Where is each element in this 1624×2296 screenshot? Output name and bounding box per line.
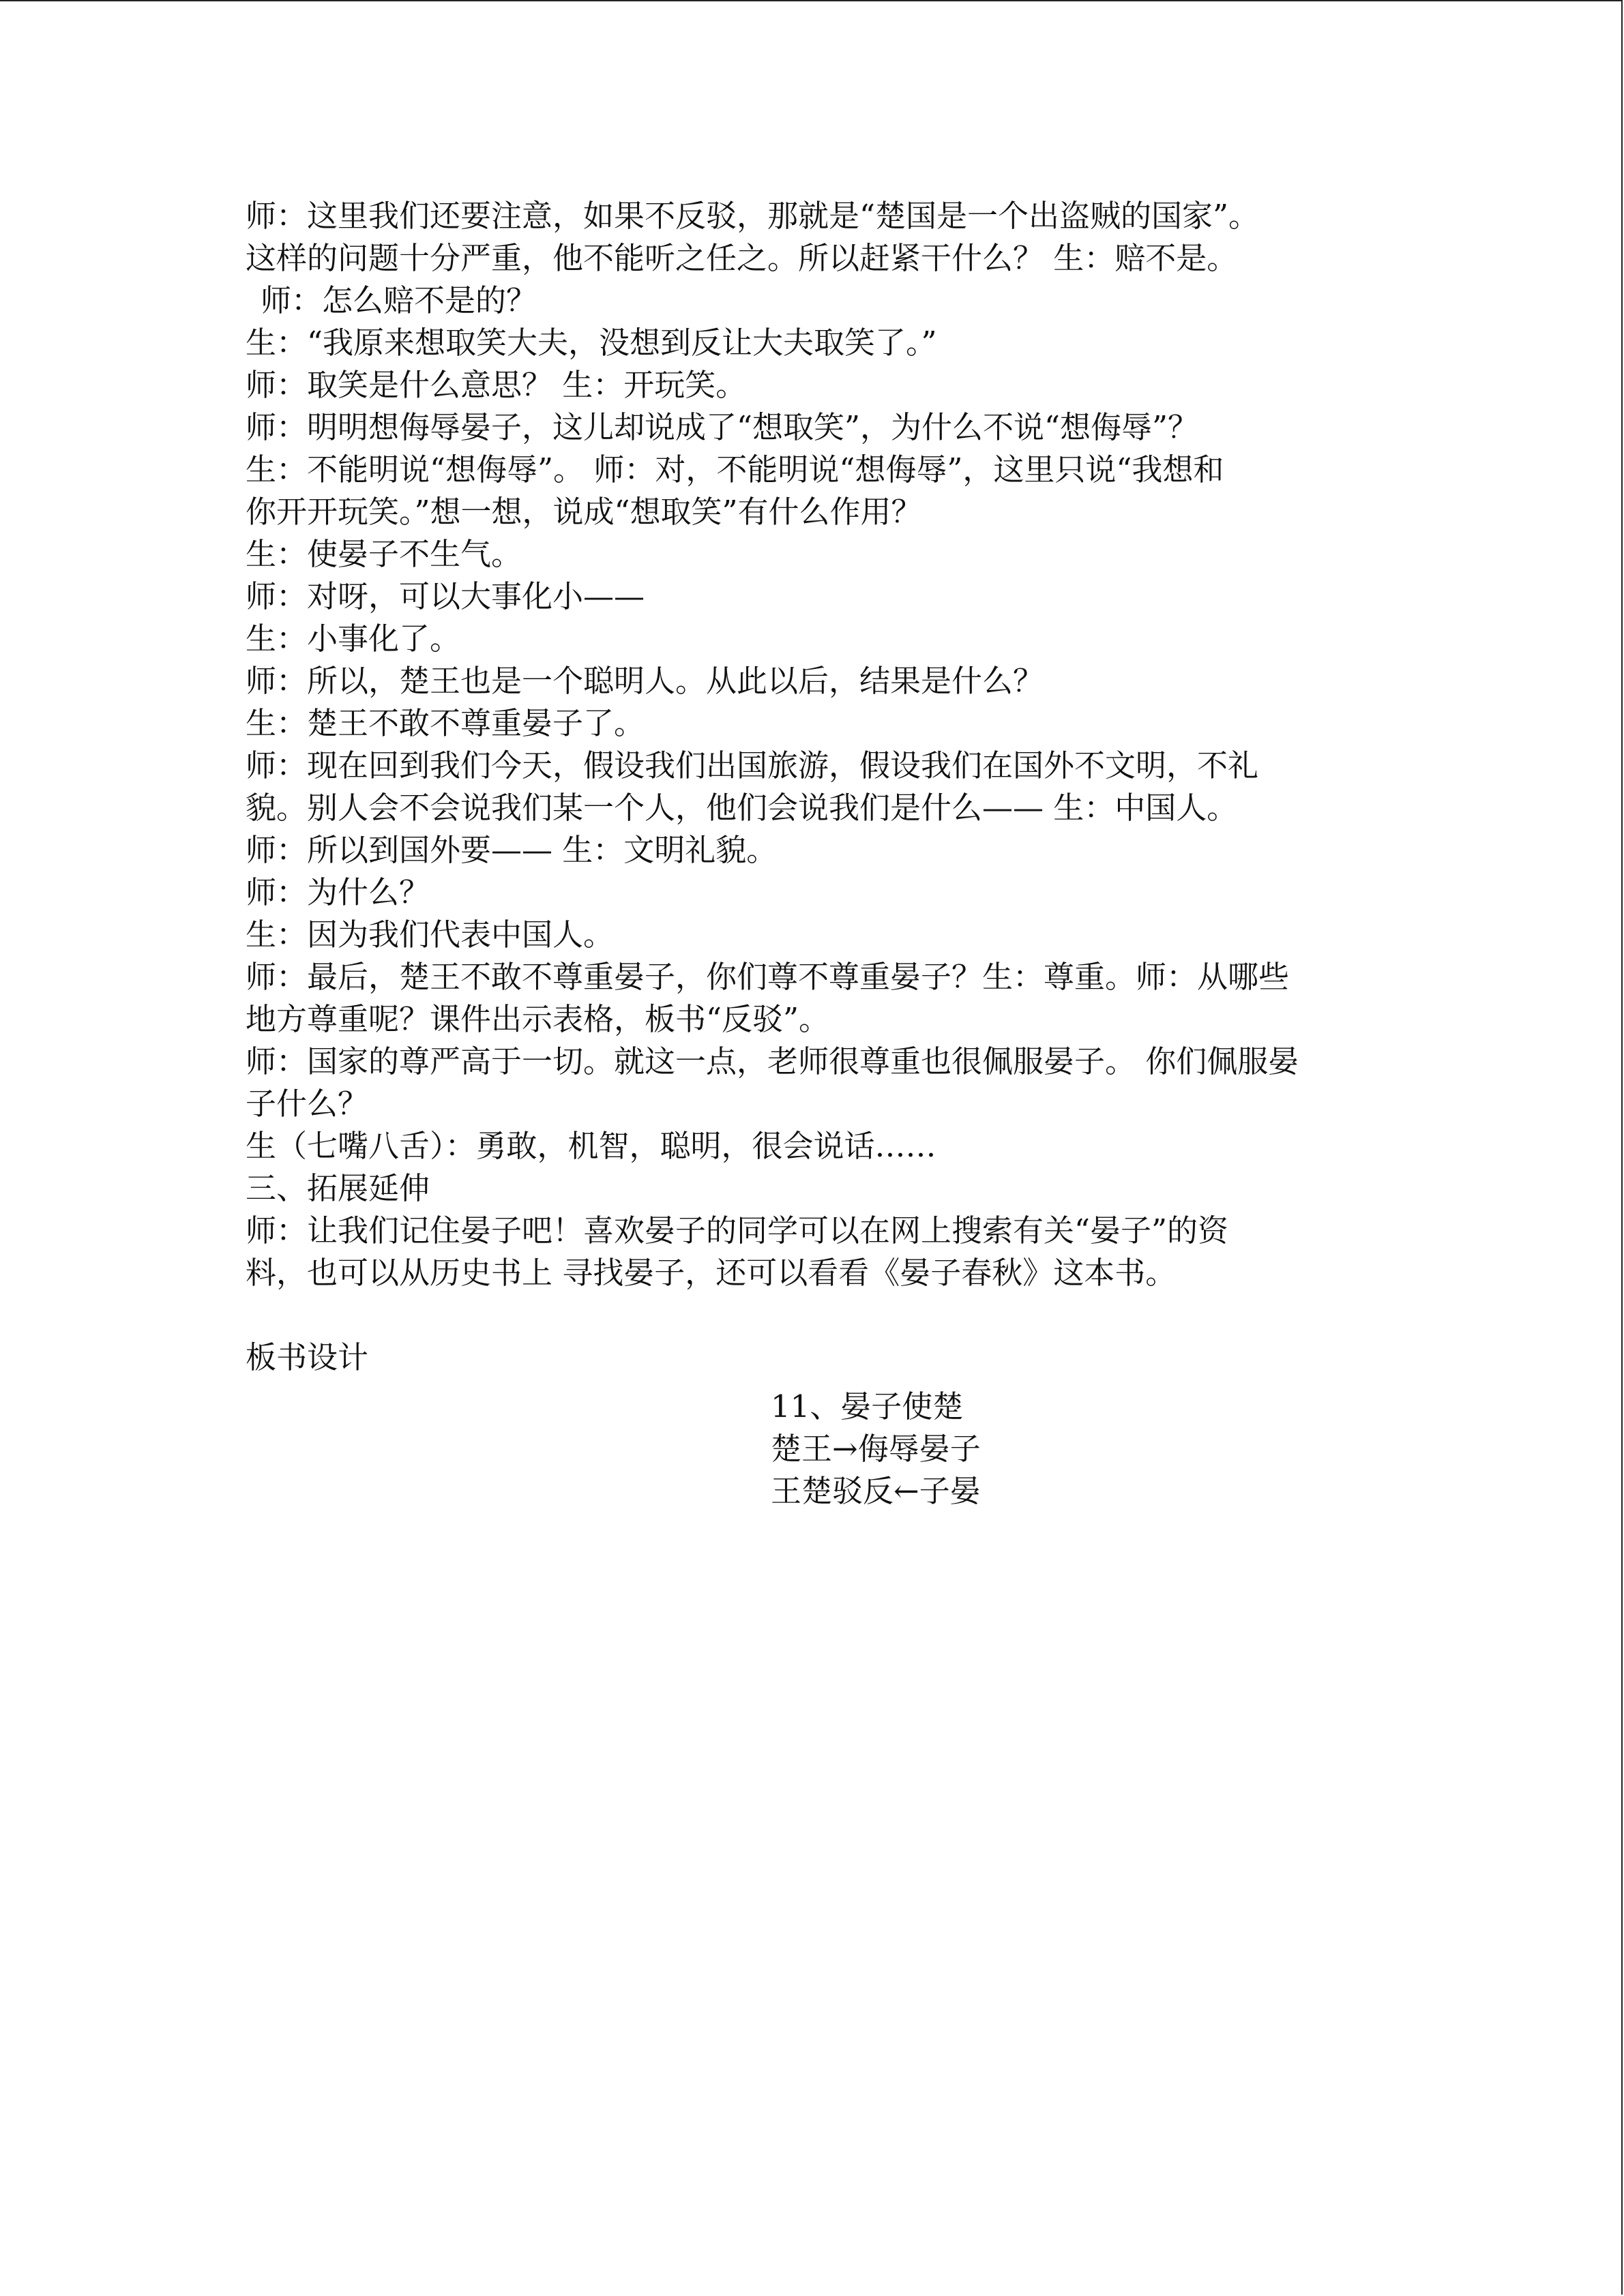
text-line: 生：使晏子不生气。 [246, 536, 522, 572]
text-line: 师：国家的尊严高于一切。就这一点，老师很尊重也很佩服晏子。 你们佩服晏 [246, 1043, 1299, 1079]
text-line: 子什么？ [246, 1086, 369, 1122]
board-line: 楚王→侮辱晏子 [771, 1431, 981, 1467]
text-line: 生（七嘴八舌）：勇敢，机智，聪明，很会说话…… [246, 1128, 936, 1164]
text-line: 师：现在回到我们今天，假设我们出国旅游，假设我们在国外不文明，不礼 [246, 747, 1259, 784]
document-body [246, 195, 1391, 1379]
text-line: 生：不能明说“想侮辱”。 师：对，不能明说“想侮辱”，这里只说“我想和 [246, 451, 1224, 488]
text-line: 貌。别人会不会说我们某一个人，他们会说我们是什么—— 生：中国人。 [246, 790, 1238, 826]
board-title: 11、晏子使楚 [771, 1388, 964, 1425]
text-line: 师：所以到国外要—— 生：文明礼貌。 [246, 832, 778, 868]
text-line: 师：明明想侮辱晏子，这儿却说成了“想取笑”，为什么不说“想侮辱”？ [246, 409, 1199, 445]
text-line: 生：小事化了。 [246, 621, 461, 657]
text-line: 师：取笑是什么意思？ 生：开玩笑。 [246, 367, 747, 403]
text-line: 师：为什么？ [246, 874, 430, 910]
text-line: 生：“我原来想取笑大夫，没想到反让大夫取笑了。” [246, 325, 937, 361]
board-design-heading: 板书设计 [246, 1339, 369, 1375]
text-line: 师：所以，楚王也是一个聪明人。从此以后，结果是什么？ [246, 663, 1044, 699]
text-line: 你开开玩笑。”想一想，说成“想取笑”有什么作用？ [246, 494, 922, 530]
text-line: 师：怎么赔不是的？ [261, 282, 537, 318]
section-heading: 三、拓展延伸 [246, 1170, 430, 1206]
text-line: 生：因为我们代表中国人。 [246, 916, 615, 953]
text-line: 师：最后，楚王不敢不尊重晏子，你们尊不尊重晏子？生：尊重。师：从哪些 [246, 959, 1290, 995]
text-line: 地方尊重呢？课件出示表格，板书“反驳”。 [246, 1001, 830, 1037]
text-line: 师：对呀，可以大事化小—— [246, 578, 645, 614]
text-line: 料，也可以从历史书上 寻找晏子，还可以看看《晏子春秋》这本书。 [246, 1255, 1177, 1291]
board-design [771, 1386, 981, 1512]
blank-line [246, 1294, 1391, 1337]
board-line: 王楚驳反←子晏 [771, 1473, 981, 1509]
text-line: 这样的问题十分严重，他不能听之任之。所以赶紧干什么？ 生：赔不是。 [246, 240, 1238, 276]
text-line: 师：让我们记住晏子吧！喜欢晏子的同学可以在网上搜索有关“晏子”的资 [246, 1212, 1229, 1249]
text-line: 师：这里我们还要注意，如果不反驳，那就是“楚国是一个出盗贼的国家”。 [246, 198, 1260, 234]
text-line: 生：楚王不敢不尊重晏子了。 [246, 705, 645, 741]
